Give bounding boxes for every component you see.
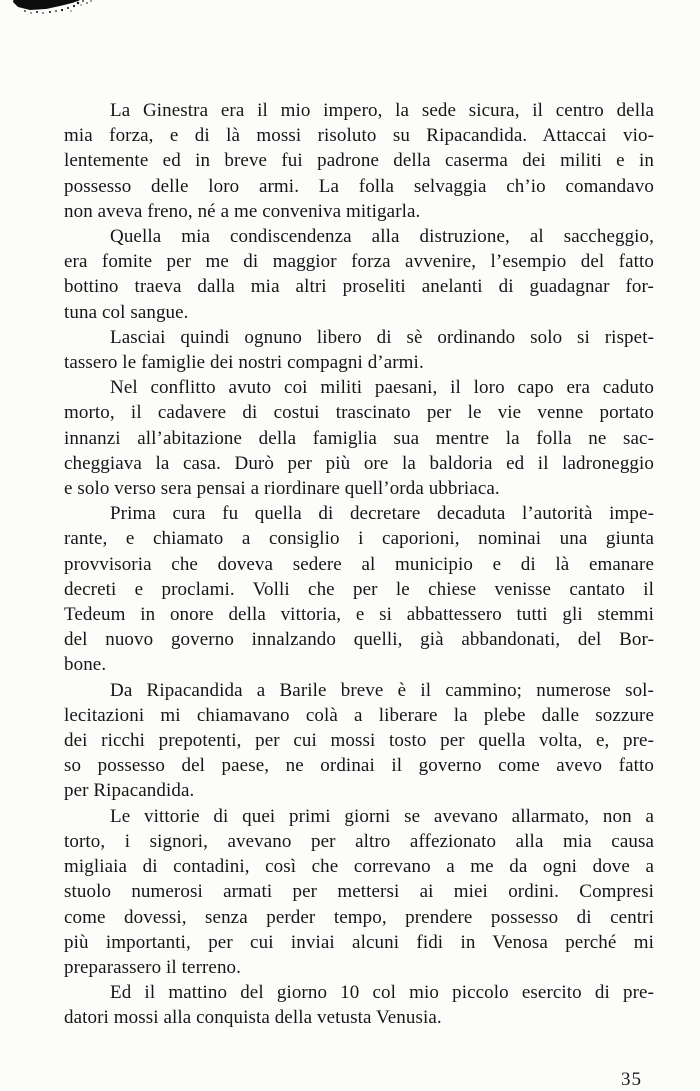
paragraph [64,375,654,501]
text-line: tassero le famiglie dei nostri compagni d’armi. [64,352,424,374]
text-line: tuna col sangue. [64,301,189,323]
text-line: dei ricchi prepotenti, per cui mossi tosto per quella volta, e, pre- [64,730,654,752]
text-line: Prima cura fu quella di decretare decaduta l’autorità impe- [110,503,654,525]
paragraph [64,678,654,804]
text-line: Lasciai quindi ognuno libero di sè ordinando solo si rispet- [110,326,654,348]
text-line: Da Ripacandida a Barile breve è il cammino; numerose sol- [110,679,654,701]
text-line: più importanti, per cui inviai alcuni fidi in Venosa perché mi [64,931,654,953]
text-line: bone. [64,654,107,676]
text-line: decreti e proclami. Volli che per le chiese venisse cantato il [64,578,654,600]
text-line: del nuovo governo innalzando quelli, già abbandonati, del Bor- [64,629,654,651]
text-line: non aveva freno, né a me conveniva mitigarla. [64,200,421,222]
page-number: 35 [621,1069,642,1090]
text-line: La Ginestra era il mio impero, la sede sicura, il centro della [110,100,654,121]
text-line: datori mossi alla conquista della vetusta Venusia. [64,1007,442,1029]
text-line: Ed il mattino del giorno 10 col mio piccolo esercito di pre- [110,982,654,1004]
text-line: e solo verso sera pensai a riordinare quell’orda ubbriaca. [64,478,500,500]
text-line: provvisoria che doveva sedere al municipio e di là emanare [64,553,654,575]
text-line: preparassero il terreno. [64,956,242,978]
text-line: stuolo numerosi armati per mettersi ai miei ordini. Compresi [64,881,654,903]
text-line: rante, e chiamato a consiglio i caporioni, nominai una giunta [64,528,654,550]
text-line: torto, i signori, avevano per altro affezionato alla mia causa [64,830,654,852]
text-line: per Ripacandida. [64,780,195,802]
text-line: Quella mia condiscendenza alla distruzione, al saccheggio, [110,226,654,248]
text-line: mia forza, e di là mossi risoluto su Ripacandida. Attaccai vio- [64,125,654,147]
text-line: cheggiava la casa. Durò per più ore la baldoria ed il ladroneggio [64,452,654,474]
paragraph [64,980,654,1030]
text-line: migliaia di contadini, così che correvano a me da ogni dove a [64,856,654,878]
text-line: lentemente ed in breve fui padrone della caserma dei militi e in [64,150,654,172]
page-text [64,98,654,1031]
paragraph [64,224,654,325]
text-line: come dovessi, senza perder tempo, prendere possesso di centri [64,906,654,928]
paragraph [64,98,654,224]
paragraph [64,501,654,677]
text-line: era fomite per me di maggior forza avvenire, l’esempio del fatto [64,251,654,273]
text-line: morto, il cadavere di costui trascinato per le vie venne portato [64,402,654,424]
paragraph [64,804,654,980]
text-line: Tedeum in onore della vittoria, e si abbattessero tutti gli stemmi [64,604,654,626]
paragraph [64,325,654,375]
text-line: Le vittorie di quei primi giorni se avevano allarmato, non a [110,805,654,827]
ink-smudge-artifact [12,0,98,25]
text-line: innanzi all’abitazione della famiglia sua mentre la folla ne sac- [64,427,654,449]
text-line: Nel conflitto avuto coi militi paesani, il loro capo era caduto [110,377,654,399]
text-line: lecitazioni mi chiamavano colà a liberare la plebe dalle sozzure [64,704,654,726]
text-line: so possesso del paese, ne ordinai il governo come avevo fatto [64,755,654,777]
text-line: bottino traeva dalla mia altri proseliti anelanti di guadagnar for- [64,276,654,298]
text-line: possesso delle loro armi. La folla selvaggia ch’io comandavo [64,175,654,197]
